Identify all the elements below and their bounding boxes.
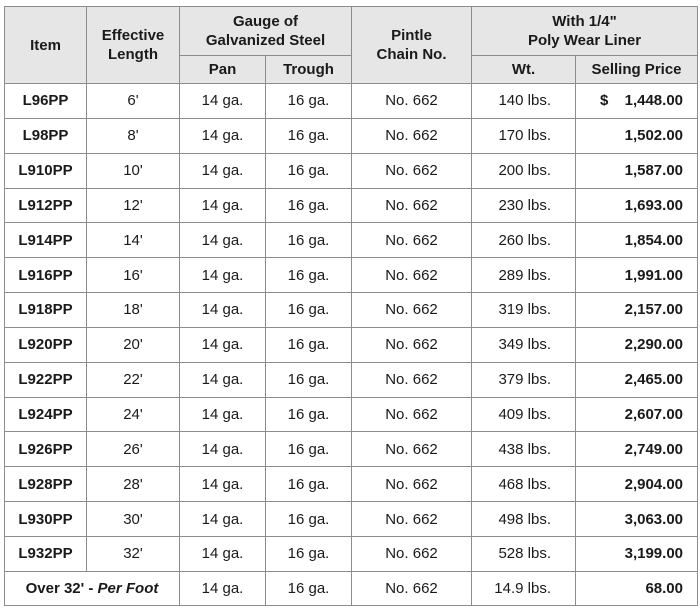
cell-item: L928PP <box>5 467 87 502</box>
price-value: 1,991.00 <box>624 266 683 284</box>
cell-item: L98PP <box>5 118 87 153</box>
cell-price <box>576 188 698 223</box>
price-table <box>4 6 698 606</box>
currency-symbol: $ <box>600 92 609 110</box>
cell-length: 22' <box>87 362 180 397</box>
table-row <box>5 327 698 362</box>
cell-wt: 379 lbs. <box>472 362 576 397</box>
cell-trough: 16 ga. <box>266 223 352 258</box>
cell-chain: No. 662 <box>352 397 472 432</box>
cell-trough: 16 ga. <box>266 258 352 293</box>
header-wt: Wt. <box>472 56 576 84</box>
cell-pan: 14 ga. <box>180 223 266 258</box>
cell-wt: 528 lbs. <box>472 536 576 571</box>
cell-chain: No. 662 <box>352 362 472 397</box>
cell-price <box>576 397 698 432</box>
header-trough: Trough <box>266 56 352 84</box>
cell-item: L914PP <box>5 223 87 258</box>
cell-length: 28' <box>87 467 180 502</box>
cell-price <box>576 84 698 119</box>
price-value: 1,693.00 <box>624 196 683 214</box>
cell-item: L926PP <box>5 432 87 467</box>
footer-wt: 14.9 lbs. <box>472 572 576 606</box>
cell-pan: 14 ga. <box>180 467 266 502</box>
cell-trough: 16 ga. <box>266 118 352 153</box>
cell-length: 14' <box>87 223 180 258</box>
cell-wt: 319 lbs. <box>472 293 576 328</box>
cell-item: L920PP <box>5 327 87 362</box>
cell-price <box>576 327 698 362</box>
cell-chain: No. 662 <box>352 432 472 467</box>
cell-price <box>576 118 698 153</box>
cell-chain: No. 662 <box>352 536 472 571</box>
cell-pan: 14 ga. <box>180 432 266 467</box>
table-row <box>5 118 698 153</box>
footer-price: 68.00 <box>576 572 698 606</box>
cell-wt: 498 lbs. <box>472 502 576 537</box>
price-value: 3,063.00 <box>624 510 683 528</box>
price-value: 1,448.00 <box>624 92 683 110</box>
cell-price <box>576 432 698 467</box>
price-value: 2,749.00 <box>624 440 683 458</box>
price-value: 2,290.00 <box>624 336 683 354</box>
cell-price <box>576 536 698 571</box>
footer-chain: No. 662 <box>352 572 472 606</box>
cell-trough: 16 ga. <box>266 536 352 571</box>
price-value: 1,854.00 <box>624 231 683 249</box>
footer-trough: 16 ga. <box>266 572 352 606</box>
cell-pan: 14 ga. <box>180 397 266 432</box>
table-row <box>5 467 698 502</box>
price-value: 3,199.00 <box>624 545 683 563</box>
cell-length: 18' <box>87 293 180 328</box>
table-row <box>5 397 698 432</box>
cell-price <box>576 467 698 502</box>
table-row <box>5 258 698 293</box>
table-row <box>5 153 698 188</box>
cell-trough: 16 ga. <box>266 397 352 432</box>
cell-price <box>576 293 698 328</box>
footer-row-per-foot <box>5 572 698 606</box>
cell-chain: No. 662 <box>352 293 472 328</box>
cell-wt: 349 lbs. <box>472 327 576 362</box>
cell-wt: 170 lbs. <box>472 118 576 153</box>
cell-length: 24' <box>87 397 180 432</box>
cell-pan: 14 ga. <box>180 118 266 153</box>
cell-item: L918PP <box>5 293 87 328</box>
header-item: Item <box>5 7 87 84</box>
table-row <box>5 432 698 467</box>
cell-wt: 289 lbs. <box>472 258 576 293</box>
header-effective-length: Effective Length <box>87 7 180 84</box>
cell-chain: No. 662 <box>352 327 472 362</box>
cell-item: L96PP <box>5 84 87 119</box>
cell-item: L912PP <box>5 188 87 223</box>
cell-trough: 16 ga. <box>266 362 352 397</box>
cell-wt: 409 lbs. <box>472 397 576 432</box>
cell-pan: 14 ga. <box>180 84 266 119</box>
cell-pan: 14 ga. <box>180 327 266 362</box>
footer-item: Over 32' - Per Foot <box>5 572 180 606</box>
header-gauge: Gauge of Galvanized Steel <box>180 7 352 56</box>
header-poly-liner: With 1/4" Poly Wear Liner <box>472 7 698 56</box>
cell-trough: 16 ga. <box>266 293 352 328</box>
cell-item: L910PP <box>5 153 87 188</box>
cell-price <box>576 223 698 258</box>
cell-item: L924PP <box>5 397 87 432</box>
header-row-top <box>5 7 698 56</box>
footer-pan: 14 ga. <box>180 572 266 606</box>
cell-length: 6' <box>87 84 180 119</box>
table-body <box>5 84 698 572</box>
cell-pan: 14 ga. <box>180 188 266 223</box>
cell-pan: 14 ga. <box>180 153 266 188</box>
cell-item: L932PP <box>5 536 87 571</box>
cell-length: 20' <box>87 327 180 362</box>
table-row <box>5 502 698 537</box>
cell-pan: 14 ga. <box>180 362 266 397</box>
cell-chain: No. 662 <box>352 223 472 258</box>
cell-price <box>576 258 698 293</box>
price-value: 2,465.00 <box>624 371 683 389</box>
cell-length: 8' <box>87 118 180 153</box>
price-value: 1,502.00 <box>624 127 683 145</box>
cell-chain: No. 662 <box>352 502 472 537</box>
table-row <box>5 536 698 571</box>
cell-chain: No. 662 <box>352 258 472 293</box>
table-row <box>5 84 698 119</box>
table-row <box>5 188 698 223</box>
cell-trough: 16 ga. <box>266 188 352 223</box>
cell-pan: 14 ga. <box>180 258 266 293</box>
price-value: 2,607.00 <box>624 406 683 424</box>
cell-wt: 200 lbs. <box>472 153 576 188</box>
cell-length: 30' <box>87 502 180 537</box>
cell-chain: No. 662 <box>352 118 472 153</box>
cell-wt: 140 lbs. <box>472 84 576 119</box>
cell-item: L930PP <box>5 502 87 537</box>
cell-pan: 14 ga. <box>180 293 266 328</box>
cell-trough: 16 ga. <box>266 84 352 119</box>
price-value: 1,587.00 <box>624 162 683 180</box>
cell-length: 16' <box>87 258 180 293</box>
price-value: 2,904.00 <box>624 475 683 493</box>
table-row <box>5 223 698 258</box>
cell-trough: 16 ga. <box>266 502 352 537</box>
cell-trough: 16 ga. <box>266 153 352 188</box>
cell-chain: No. 662 <box>352 188 472 223</box>
cell-pan: 14 ga. <box>180 502 266 537</box>
cell-chain: No. 662 <box>352 467 472 502</box>
cell-trough: 16 ga. <box>266 467 352 502</box>
cell-item: L916PP <box>5 258 87 293</box>
cell-length: 10' <box>87 153 180 188</box>
cell-wt: 260 lbs. <box>472 223 576 258</box>
cell-item: L922PP <box>5 362 87 397</box>
cell-wt: 438 lbs. <box>472 432 576 467</box>
table-row <box>5 293 698 328</box>
cell-pan: 14 ga. <box>180 536 266 571</box>
cell-trough: 16 ga. <box>266 432 352 467</box>
cell-length: 12' <box>87 188 180 223</box>
cell-length: 26' <box>87 432 180 467</box>
cell-chain: No. 662 <box>352 84 472 119</box>
cell-wt: 230 lbs. <box>472 188 576 223</box>
header-pan: Pan <box>180 56 266 84</box>
cell-length: 32' <box>87 536 180 571</box>
header-selling-price: Selling Price <box>576 56 698 84</box>
cell-price <box>576 153 698 188</box>
price-value: 2,157.00 <box>624 301 683 319</box>
cell-wt: 468 lbs. <box>472 467 576 502</box>
table-row <box>5 362 698 397</box>
cell-price <box>576 362 698 397</box>
cell-trough: 16 ga. <box>266 327 352 362</box>
header-pintle-chain: Pintle Chain No. <box>352 7 472 84</box>
cell-price <box>576 502 698 537</box>
cell-chain: No. 662 <box>352 153 472 188</box>
